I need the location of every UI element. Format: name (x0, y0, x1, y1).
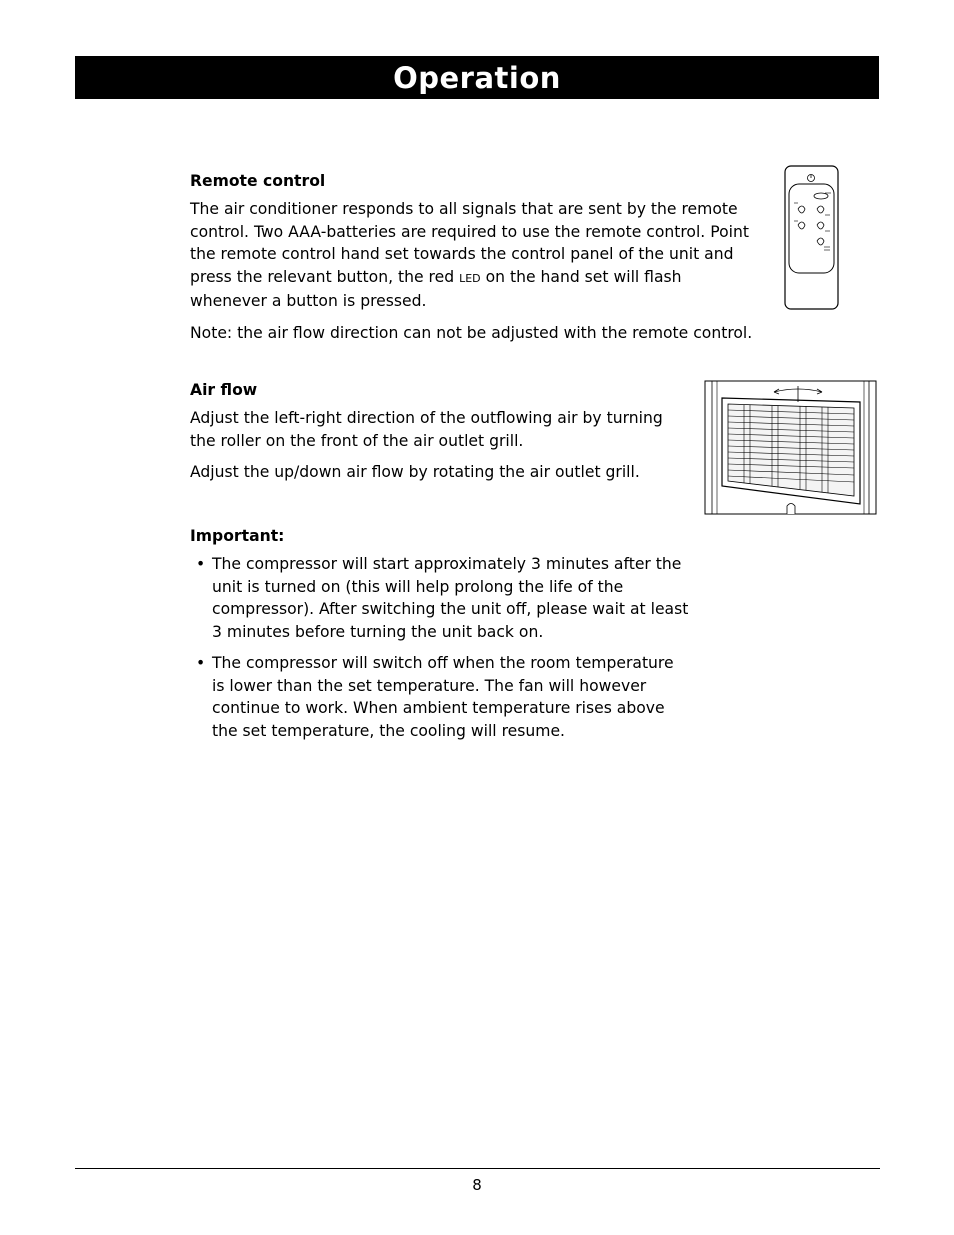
remote-control-heading: Remote control (190, 172, 326, 190)
important-item-text: The compressor will start approximately 3 minutes after the unit is turned on (this will help prolong the life of the compressor). After switching the unit off, please wait at least 3 minutes before turning the unit back on. (212, 555, 689, 641)
remote-control-illustration (784, 165, 840, 311)
header-bar (75, 56, 879, 99)
important-section (190, 525, 690, 751)
page-number: 8 (472, 1176, 482, 1194)
led-abbreviation: LED (459, 271, 481, 285)
air-outlet-grill-illustration (704, 380, 877, 515)
remote-control-note: Note: the air flow direction can not be adjusted with the remote control. (190, 323, 753, 342)
remote-control-section (190, 170, 760, 344)
air-flow-paragraph-2: Adjust the up/down air flow by rotating the air outlet grill. (190, 463, 640, 481)
air-flow-heading: Air flow (190, 381, 258, 399)
list-item (190, 652, 690, 742)
important-list (190, 553, 690, 742)
air-flow-section (190, 379, 680, 484)
bullet-marker: • (196, 555, 206, 573)
air-flow-paragraph-1: Adjust the left-right direction of the outflowing air by turning the roller on the front of the air outlet grill. (190, 409, 663, 450)
bullet-marker: • (196, 654, 206, 672)
remote-control-text-2: on the hand set will flash whenever a button is pressed. (190, 267, 682, 310)
remote-control-text-1: The air conditioner responds to all signals that are sent by the remote control. Two AAA-batteries are required to use the remote control. Point the remote control hand set towards the control panel of the unit and press the relevant button, the red (190, 200, 749, 286)
page-title: Operation (393, 61, 561, 95)
list-item (190, 553, 690, 643)
footer-divider (75, 1168, 880, 1169)
important-item-text: The compressor will switch off when the room temperature is lower than the set temperature. The fan will however continue to work. When ambient temperature rises above the set temperature, the cooling will resume. (212, 654, 674, 740)
important-heading: Important: (190, 527, 285, 545)
remote-control-paragraph (190, 198, 750, 313)
